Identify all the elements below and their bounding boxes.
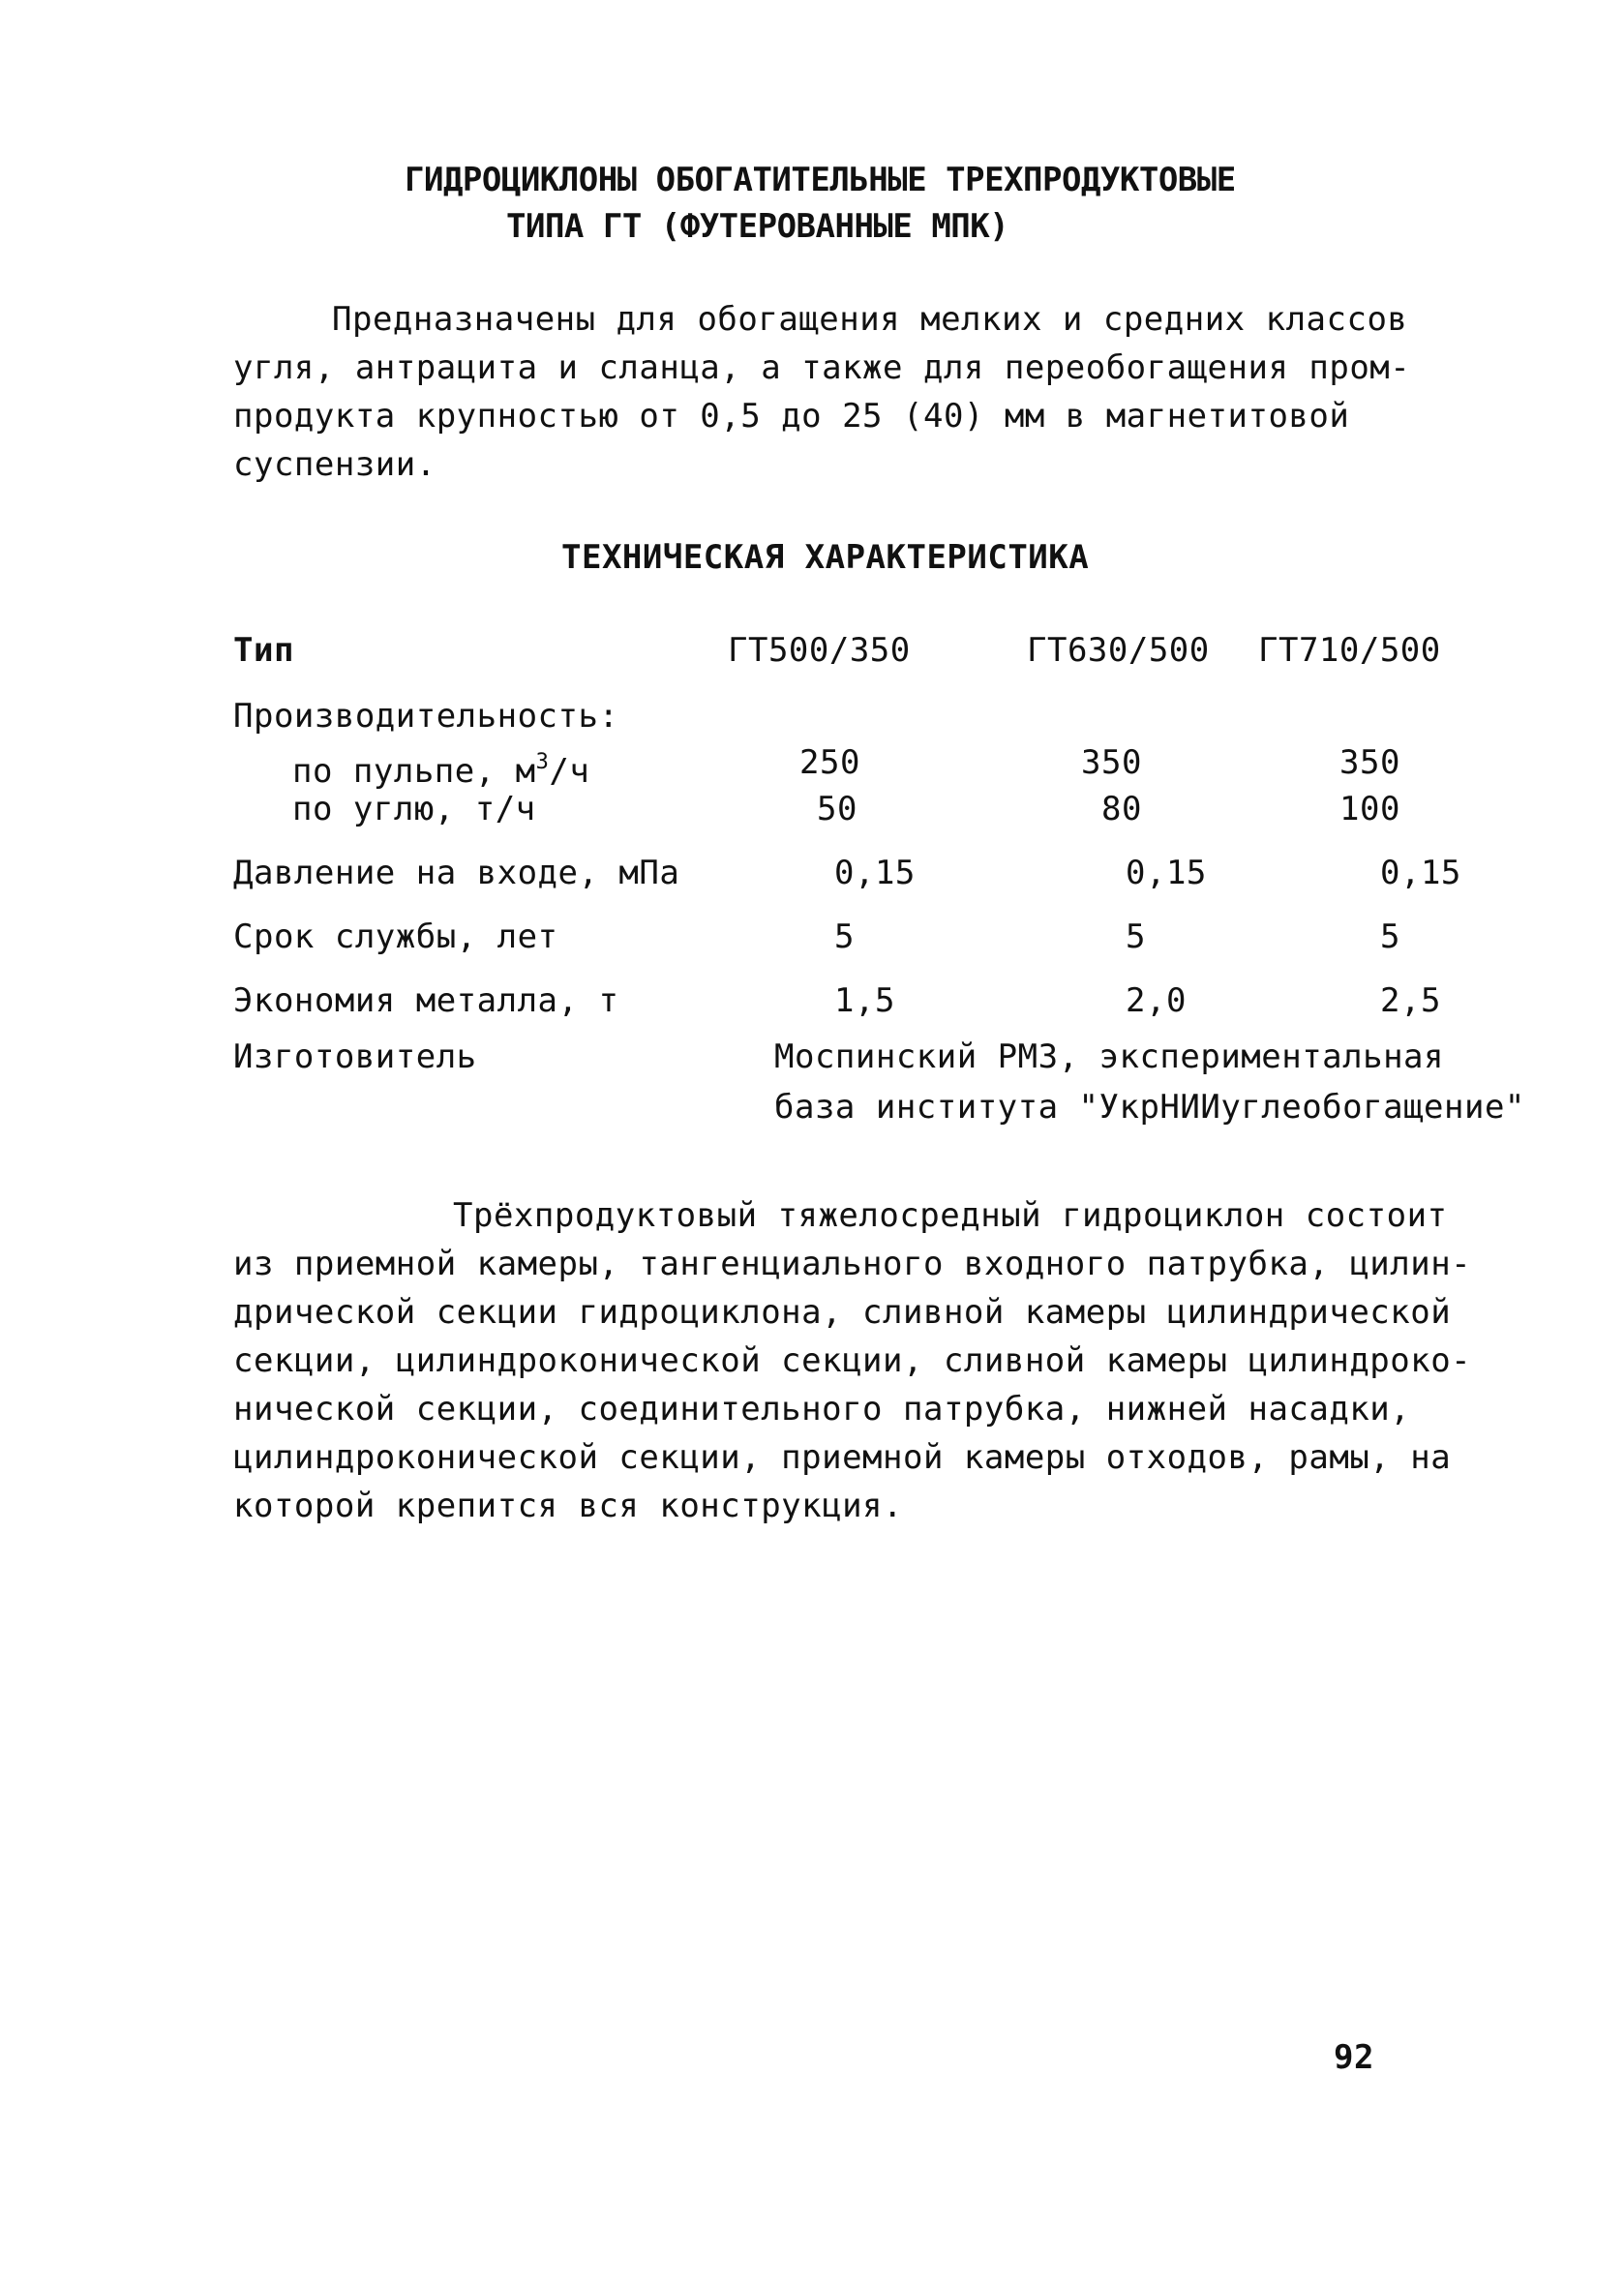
- pulp-value-1: 250: [799, 743, 860, 782]
- pressure-value-3: 0,15: [1380, 854, 1461, 892]
- intro-line-3: продукта крупностью от 0,5 до 25 (40) мм в магнетитовой: [233, 397, 1350, 436]
- pulp-value-3: 350: [1339, 743, 1400, 782]
- life-label: Срок службы, лет: [233, 917, 558, 956]
- life-value-3: 5: [1380, 917, 1400, 956]
- metal-value-2: 2,0: [1126, 981, 1187, 1020]
- title-line-1: ГИДРОЦИКЛОНЫ ОБОГАТИТЕЛЬНЫЕ ТРЕХПРОДУКТОВЫЕ: [405, 161, 1236, 199]
- coal-label: по углю, т/ч: [292, 790, 536, 828]
- description-line-2: из приемной камеры, тангенциального входного патрубка, цилин-: [233, 1245, 1472, 1283]
- pulp-label-sup: 3: [535, 750, 550, 774]
- pressure-value-1: 0,15: [834, 854, 916, 892]
- type-label: Тип: [233, 631, 294, 670]
- description-line-7: которой крепится вся конструкция.: [233, 1487, 904, 1525]
- page-number: 92: [1334, 2038, 1374, 2077]
- type-col-1: ГТ500/350: [728, 631, 911, 670]
- maker-line-2: база института "УкрНИИуглеобогащение": [774, 1088, 1525, 1127]
- maker-label: Изготовитель: [233, 1038, 477, 1076]
- description-line-6: цилиндроконической секции, приемной камеры отходов, рамы, на: [233, 1438, 1452, 1477]
- life-value-1: 5: [834, 917, 855, 956]
- description-line-1: Трёхпродуктовый тяжелосредный гидроциклон состоит: [453, 1196, 1448, 1235]
- coal-value-1: 50: [817, 790, 857, 828]
- metal-value-3: 2,5: [1380, 981, 1441, 1020]
- intro-line-4: суспензии.: [233, 445, 436, 484]
- description-line-5: нической секции, соединительного патрубка, нижней насадки,: [233, 1390, 1411, 1429]
- coal-value-3: 100: [1339, 790, 1400, 828]
- capacity-label: Производительность:: [233, 697, 619, 736]
- title-line-2: ТИПА ГТ (ФУТЕРОВАННЫЕ МПК): [506, 207, 1009, 246]
- specs-heading: ТЕХНИЧЕСКАЯ ХАРАКТЕРИСТИКА: [561, 538, 1090, 577]
- pressure-label: Давление на входе, мПа: [233, 854, 680, 892]
- intro-line-2: угля, антрацита и сланца, а также для переобогащения пром-: [233, 348, 1411, 387]
- intro-line-1: Предназначены для обогащения мелких и средних классов: [332, 300, 1408, 339]
- life-value-2: 5: [1126, 917, 1146, 956]
- type-col-3: ГТ710/500: [1258, 631, 1441, 670]
- maker-line-1: Моспинский РМЗ, экспериментальная: [774, 1038, 1445, 1076]
- coal-value-2: 80: [1101, 790, 1142, 828]
- pressure-value-2: 0,15: [1126, 854, 1207, 892]
- pulp-label-prefix: по пульпе, м: [292, 752, 536, 791]
- description-line-3: дрической секции гидроциклона, сливной камеры цилиндрической: [233, 1293, 1452, 1332]
- metal-label: Экономия металла, т: [233, 981, 619, 1020]
- pulp-value-2: 350: [1081, 743, 1142, 782]
- pulp-label-suffix: /ч: [549, 752, 590, 791]
- description-line-4: секции, цилиндроконической секции, сливной камеры цилиндроко-: [233, 1341, 1472, 1380]
- metal-value-1: 1,5: [834, 981, 895, 1020]
- type-col-2: ГТ630/500: [1027, 631, 1210, 670]
